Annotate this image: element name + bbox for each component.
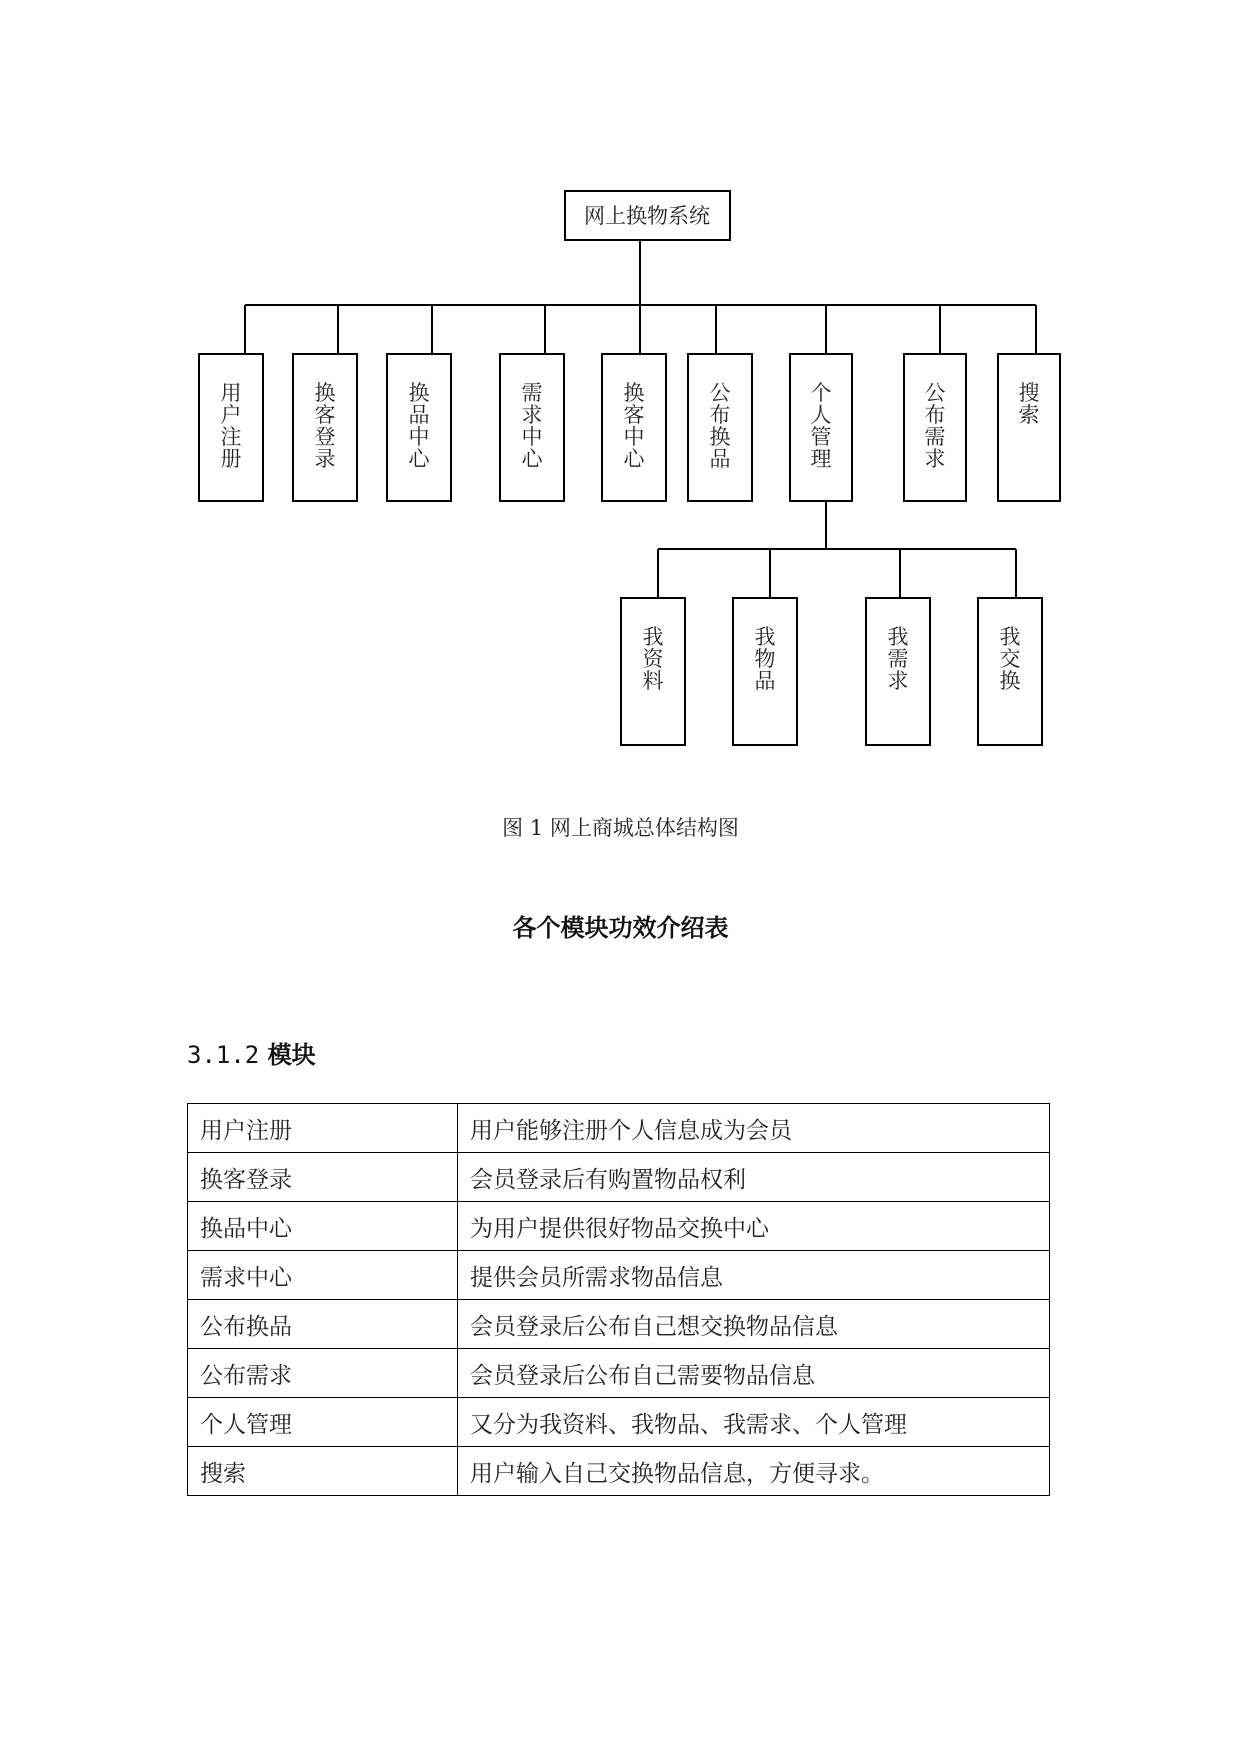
submodule-label-my-goods: 我物品 bbox=[754, 625, 776, 693]
module-name-cell: 公布换品 bbox=[188, 1300, 458, 1349]
module-label-swapper-center: 换客中心 bbox=[623, 381, 645, 471]
module-label-goods-center: 换品中心 bbox=[408, 381, 430, 471]
module-label-personal-management: 个人管理 bbox=[810, 381, 832, 471]
section-number: 3.1.2 bbox=[187, 1041, 260, 1069]
module-name-cell: 用户注册 bbox=[188, 1104, 458, 1153]
figure-caption: 图 1 网上商城总体结构图 bbox=[502, 816, 739, 840]
structure-diagram bbox=[0, 0, 1241, 800]
module-name-cell: 公布需求 bbox=[188, 1349, 458, 1398]
module-table bbox=[187, 1103, 1050, 1496]
table-row bbox=[188, 1300, 1050, 1349]
module-label-search: 搜索 bbox=[1018, 381, 1040, 427]
table-title: 各个模块功效介绍表 bbox=[512, 914, 729, 942]
table-row bbox=[188, 1398, 1050, 1447]
module-box-search bbox=[998, 354, 1060, 501]
table-row bbox=[188, 1251, 1050, 1300]
module-name-cell: 个人管理 bbox=[188, 1398, 458, 1447]
table-row bbox=[188, 1104, 1050, 1153]
module-desc-cell: 用户能够注册个人信息成为会员 bbox=[458, 1104, 1050, 1153]
submodule-label-my-profile: 我资料 bbox=[642, 625, 664, 693]
module-desc-cell: 为用户提供很好物品交换中心 bbox=[458, 1202, 1050, 1251]
table-row bbox=[188, 1202, 1050, 1251]
section-heading bbox=[187, 1035, 316, 1070]
module-label-swapper-login: 换客登录 bbox=[314, 381, 336, 471]
module-desc-cell: 又分为我资料、我物品、我需求、个人管理 bbox=[458, 1398, 1050, 1447]
module-desc-cell: 会员登录后公布自己想交换物品信息 bbox=[458, 1300, 1050, 1349]
module-desc-cell: 会员登录后公布自己需要物品信息 bbox=[458, 1349, 1050, 1398]
module-label-publish-demand: 公布需求 bbox=[924, 381, 946, 471]
module-label-publish-goods: 公布换品 bbox=[709, 381, 731, 471]
module-desc-cell: 用户输入自己交换物品信息，方便寻求。 bbox=[458, 1447, 1050, 1496]
submodule-label-my-demand: 我需求 bbox=[887, 625, 909, 693]
module-name-cell: 需求中心 bbox=[188, 1251, 458, 1300]
module-label-demand-center: 需求中心 bbox=[521, 381, 543, 471]
module-name-cell: 换客登录 bbox=[188, 1153, 458, 1202]
module-name-cell: 搜索 bbox=[188, 1447, 458, 1496]
root-label: 网上换物系统 bbox=[584, 204, 710, 228]
table-row bbox=[188, 1447, 1050, 1496]
module-desc-cell: 会员登录后有购置物品权利 bbox=[458, 1153, 1050, 1202]
module-name-cell: 换品中心 bbox=[188, 1202, 458, 1251]
table-row bbox=[188, 1349, 1050, 1398]
table-row bbox=[188, 1153, 1050, 1202]
module-label-user-register: 用户注册 bbox=[220, 381, 242, 471]
module-desc-cell: 提供会员所需求物品信息 bbox=[458, 1251, 1050, 1300]
section-title: 模块 bbox=[267, 1041, 316, 1069]
submodule-label-my-exchange: 我交换 bbox=[999, 625, 1021, 693]
